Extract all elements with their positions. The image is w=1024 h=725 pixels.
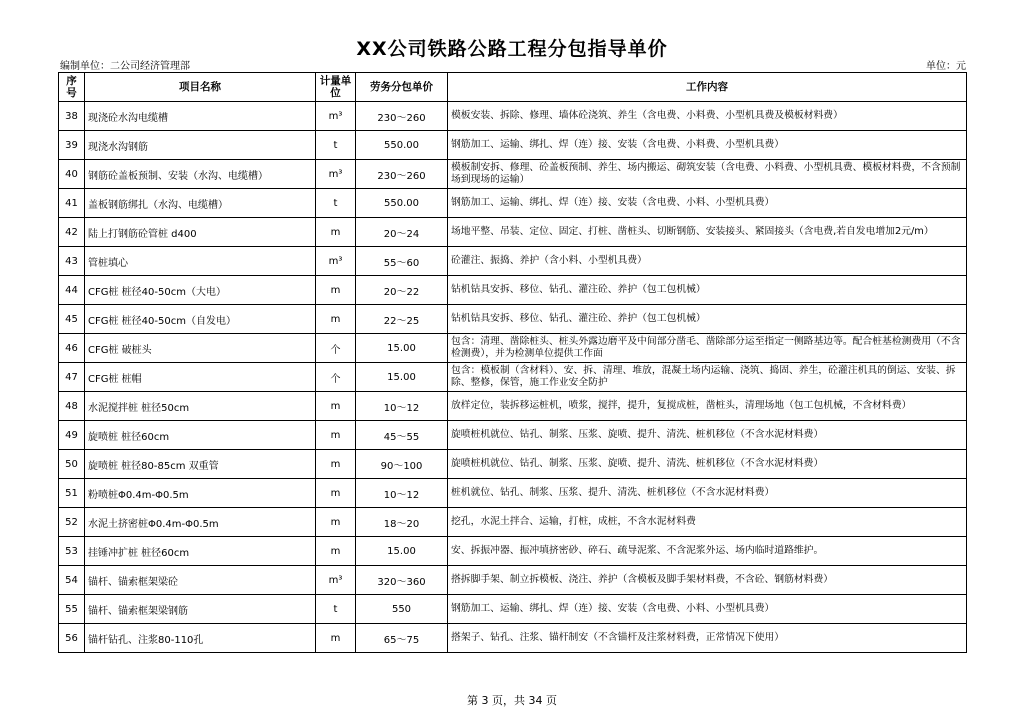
cell-unit: m³ <box>316 160 356 189</box>
cell-no: 45 <box>59 305 85 334</box>
cell-price: 550.00 <box>356 131 448 160</box>
cell-name: 现浇砼水沟电缆槽 <box>85 102 316 131</box>
cell-content: 搭拆脚手架、制立拆模板、浇注、养护（含模板及脚手架材料费，不含砼、钢筋材料费） <box>448 566 967 595</box>
table-body <box>59 102 967 653</box>
table-row <box>59 131 967 160</box>
cell-unit: m <box>316 421 356 450</box>
cell-price: 18～20 <box>356 508 448 537</box>
cell-name: 现浇水沟钢筋 <box>85 131 316 160</box>
cell-name: 粉喷桩Φ0.4m-Φ0.5m <box>85 479 316 508</box>
cell-price: 22～25 <box>356 305 448 334</box>
cell-price: 230～260 <box>356 102 448 131</box>
cell-content: 场地平整、吊装、定位、固定、打桩、凿桩头、切断钢筋、安装接头、紧固接头（含电费,若自发电增加2元/m） <box>448 218 967 247</box>
cell-no: 42 <box>59 218 85 247</box>
cell-content: 钢筋加工、运输、绑扎、焊（连）接、安装（含电费、小料、小型机具费） <box>448 189 967 218</box>
cell-no: 46 <box>59 334 85 363</box>
table-row <box>59 218 967 247</box>
table-row <box>59 363 967 392</box>
cell-name: 盖板钢筋绑扎（水沟、电缆槽） <box>85 189 316 218</box>
cell-price: 15.00 <box>356 334 448 363</box>
cell-no: 43 <box>59 247 85 276</box>
cell-price: 10～12 <box>356 392 448 421</box>
cell-content: 钢筋加工、运输、绑扎、焊（连）接、安装（含电费、小料、小型机具费） <box>448 595 967 624</box>
cell-price: 230～260 <box>356 160 448 189</box>
table-row <box>59 537 967 566</box>
cell-no: 49 <box>59 421 85 450</box>
header-name: 项目名称 <box>85 73 316 102</box>
table-row <box>59 247 967 276</box>
org-label: 编制单位：二公司经济管理部 <box>60 61 190 72</box>
cell-name: 挂锤冲扩桩 桩径60cm <box>85 537 316 566</box>
cell-unit: m <box>316 624 356 653</box>
cell-price: 55～60 <box>356 247 448 276</box>
cell-no: 41 <box>59 189 85 218</box>
cell-unit: m <box>316 450 356 479</box>
cell-unit: m <box>316 305 356 334</box>
cell-content: 挖孔，水泥土拌合、运输，打桩，成桩，不含水泥材料费 <box>448 508 967 537</box>
cell-content: 钢筋加工、运输、绑扎、焊（连）接、安装（含电费、小料费、小型机具费） <box>448 131 967 160</box>
cell-price: 20～22 <box>356 276 448 305</box>
table-row <box>59 392 967 421</box>
cell-no: 39 <box>59 131 85 160</box>
cell-name: CFG桩 桩帽 <box>85 363 316 392</box>
header-price: 劳务分包单价 <box>356 73 448 102</box>
cell-unit: m³ <box>316 566 356 595</box>
cell-unit: m <box>316 276 356 305</box>
table-header-row <box>59 73 967 102</box>
cell-no: 53 <box>59 537 85 566</box>
cell-no: 52 <box>59 508 85 537</box>
cell-price: 45～55 <box>356 421 448 450</box>
cell-name: 钢筋砼盖板预制、安装（水沟、电缆槽） <box>85 160 316 189</box>
cell-price: 550 <box>356 595 448 624</box>
table-row <box>59 624 967 653</box>
cell-unit: m³ <box>316 247 356 276</box>
header-unit: 计量单位 <box>316 73 356 102</box>
cell-no: 40 <box>59 160 85 189</box>
header-no: 序号 <box>59 73 85 102</box>
table-row <box>59 479 967 508</box>
cell-price: 15.00 <box>356 363 448 392</box>
page-footer: 第 3 页，共 34 页 <box>467 694 557 707</box>
cell-price: 90～100 <box>356 450 448 479</box>
cell-unit: 个 <box>316 363 356 392</box>
unit-label: 单位：元 <box>926 61 966 72</box>
table-row <box>59 450 967 479</box>
cell-price: 15.00 <box>356 537 448 566</box>
cell-no: 47 <box>59 363 85 392</box>
table-row <box>59 566 967 595</box>
table-row <box>59 102 967 131</box>
cell-content: 旋喷桩机就位、钻孔、制浆、压浆、旋喷、提升、清洗、桩机移位（不含水泥材料费） <box>448 421 967 450</box>
cell-content: 搭架子、钻孔、注浆、锚杆制安（不含锚杆及注浆材料费，正常情况下使用） <box>448 624 967 653</box>
header-content: 工作内容 <box>448 73 967 102</box>
cell-no: 55 <box>59 595 85 624</box>
cell-price: 10～12 <box>356 479 448 508</box>
cell-unit: t <box>316 131 356 160</box>
cell-unit: t <box>316 189 356 218</box>
cell-price: 65～75 <box>356 624 448 653</box>
cell-name: CFG桩 破桩头 <box>85 334 316 363</box>
price-table <box>58 72 967 653</box>
cell-no: 54 <box>59 566 85 595</box>
cell-name: 锚杆钻孔、注浆80-110孔 <box>85 624 316 653</box>
cell-content: 包含：模板制（含材料）、安、拆、清理、堆放，混凝土场内运输、浇筑、捣固、养生，砼灌注机具的倒运、安装、拆除、整修，保管，施工作业安全防护 <box>448 363 967 392</box>
cell-name: CFG桩 桩径40-50cm（大电） <box>85 276 316 305</box>
cell-unit: t <box>316 595 356 624</box>
cell-content: 模板安装、拆除、修理、墙体砼浇筑、养生（含电费、小料费、小型机具费及模板材料费） <box>448 102 967 131</box>
table-row <box>59 508 967 537</box>
table-row <box>59 276 967 305</box>
cell-name: 锚杆、锚索框架梁钢筋 <box>85 595 316 624</box>
cell-name: 水泥土挤密桩Φ0.4m-Φ0.5m <box>85 508 316 537</box>
cell-content: 桩机就位、钻孔、制浆、压浆、提升、清洗、桩机移位（不含水泥材料费） <box>448 479 967 508</box>
cell-content: 安、拆振冲器、振冲填挤密砂、碎石、疏导泥浆、不含泥浆外运、场内临时道路维护。 <box>448 537 967 566</box>
cell-unit: m <box>316 508 356 537</box>
table-row <box>59 160 967 189</box>
table-row <box>59 421 967 450</box>
cell-unit: m³ <box>316 102 356 131</box>
cell-content: 模板制安拆、修理、砼盖板预制、养生、场内搬运、砌筑安装（含电费、小料费、小型机具费、模板材料费，不含预制场到现场的运输） <box>448 160 967 189</box>
cell-name: 旋喷桩 桩径60cm <box>85 421 316 450</box>
table-row <box>59 305 967 334</box>
cell-name: 水泥搅拌桩 桩径50cm <box>85 392 316 421</box>
cell-content: 钻机钻具安拆、移位、钻孔、灌注砼、养护（包工包机械） <box>448 276 967 305</box>
table-row <box>59 595 967 624</box>
cell-unit: m <box>316 479 356 508</box>
page-title: XX公司铁路公路工程分包指导单价 <box>356 38 668 60</box>
cell-name: 陆上打钢筋砼管桩 d400 <box>85 218 316 247</box>
cell-no: 50 <box>59 450 85 479</box>
cell-content: 钻机钻具安拆、移位、钻孔、灌注砼、养护（包工包机械） <box>448 305 967 334</box>
cell-no: 44 <box>59 276 85 305</box>
cell-name: 管桩填心 <box>85 247 316 276</box>
cell-content: 砼灌注、振捣、养护（含小料、小型机具费） <box>448 247 967 276</box>
table-row <box>59 334 967 363</box>
cell-no: 56 <box>59 624 85 653</box>
cell-name: 锚杆、锚索框架梁砼 <box>85 566 316 595</box>
cell-price: 550.00 <box>356 189 448 218</box>
cell-price: 20～24 <box>356 218 448 247</box>
cell-no: 48 <box>59 392 85 421</box>
cell-price: 320～360 <box>356 566 448 595</box>
cell-content: 包含：清理、凿除桩头、桩头外露边磨平及中间部分凿毛、凿除部分运至指定一侧路基边等。配合桩基检测费用（不含检测费），并为检测单位提供工作面 <box>448 334 967 363</box>
cell-no: 51 <box>59 479 85 508</box>
cell-no: 38 <box>59 102 85 131</box>
cell-unit: m <box>316 537 356 566</box>
cell-content: 放样定位，装拆移运桩机，喷浆，搅拌，提升，复搅成桩，凿桩头，清理场地（包工包机械，不含材料费） <box>448 392 967 421</box>
cell-name: CFG桩 桩径40-50cm（自发电） <box>85 305 316 334</box>
cell-content: 旋喷桩机就位、钻孔、制浆、压浆、旋喷、提升、清洗、桩机移位（不含水泥材料费） <box>448 450 967 479</box>
cell-unit: 个 <box>316 334 356 363</box>
cell-unit: m <box>316 392 356 421</box>
table-row <box>59 189 967 218</box>
cell-name: 旋喷桩 桩径80-85cm 双重管 <box>85 450 316 479</box>
cell-unit: m <box>316 218 356 247</box>
